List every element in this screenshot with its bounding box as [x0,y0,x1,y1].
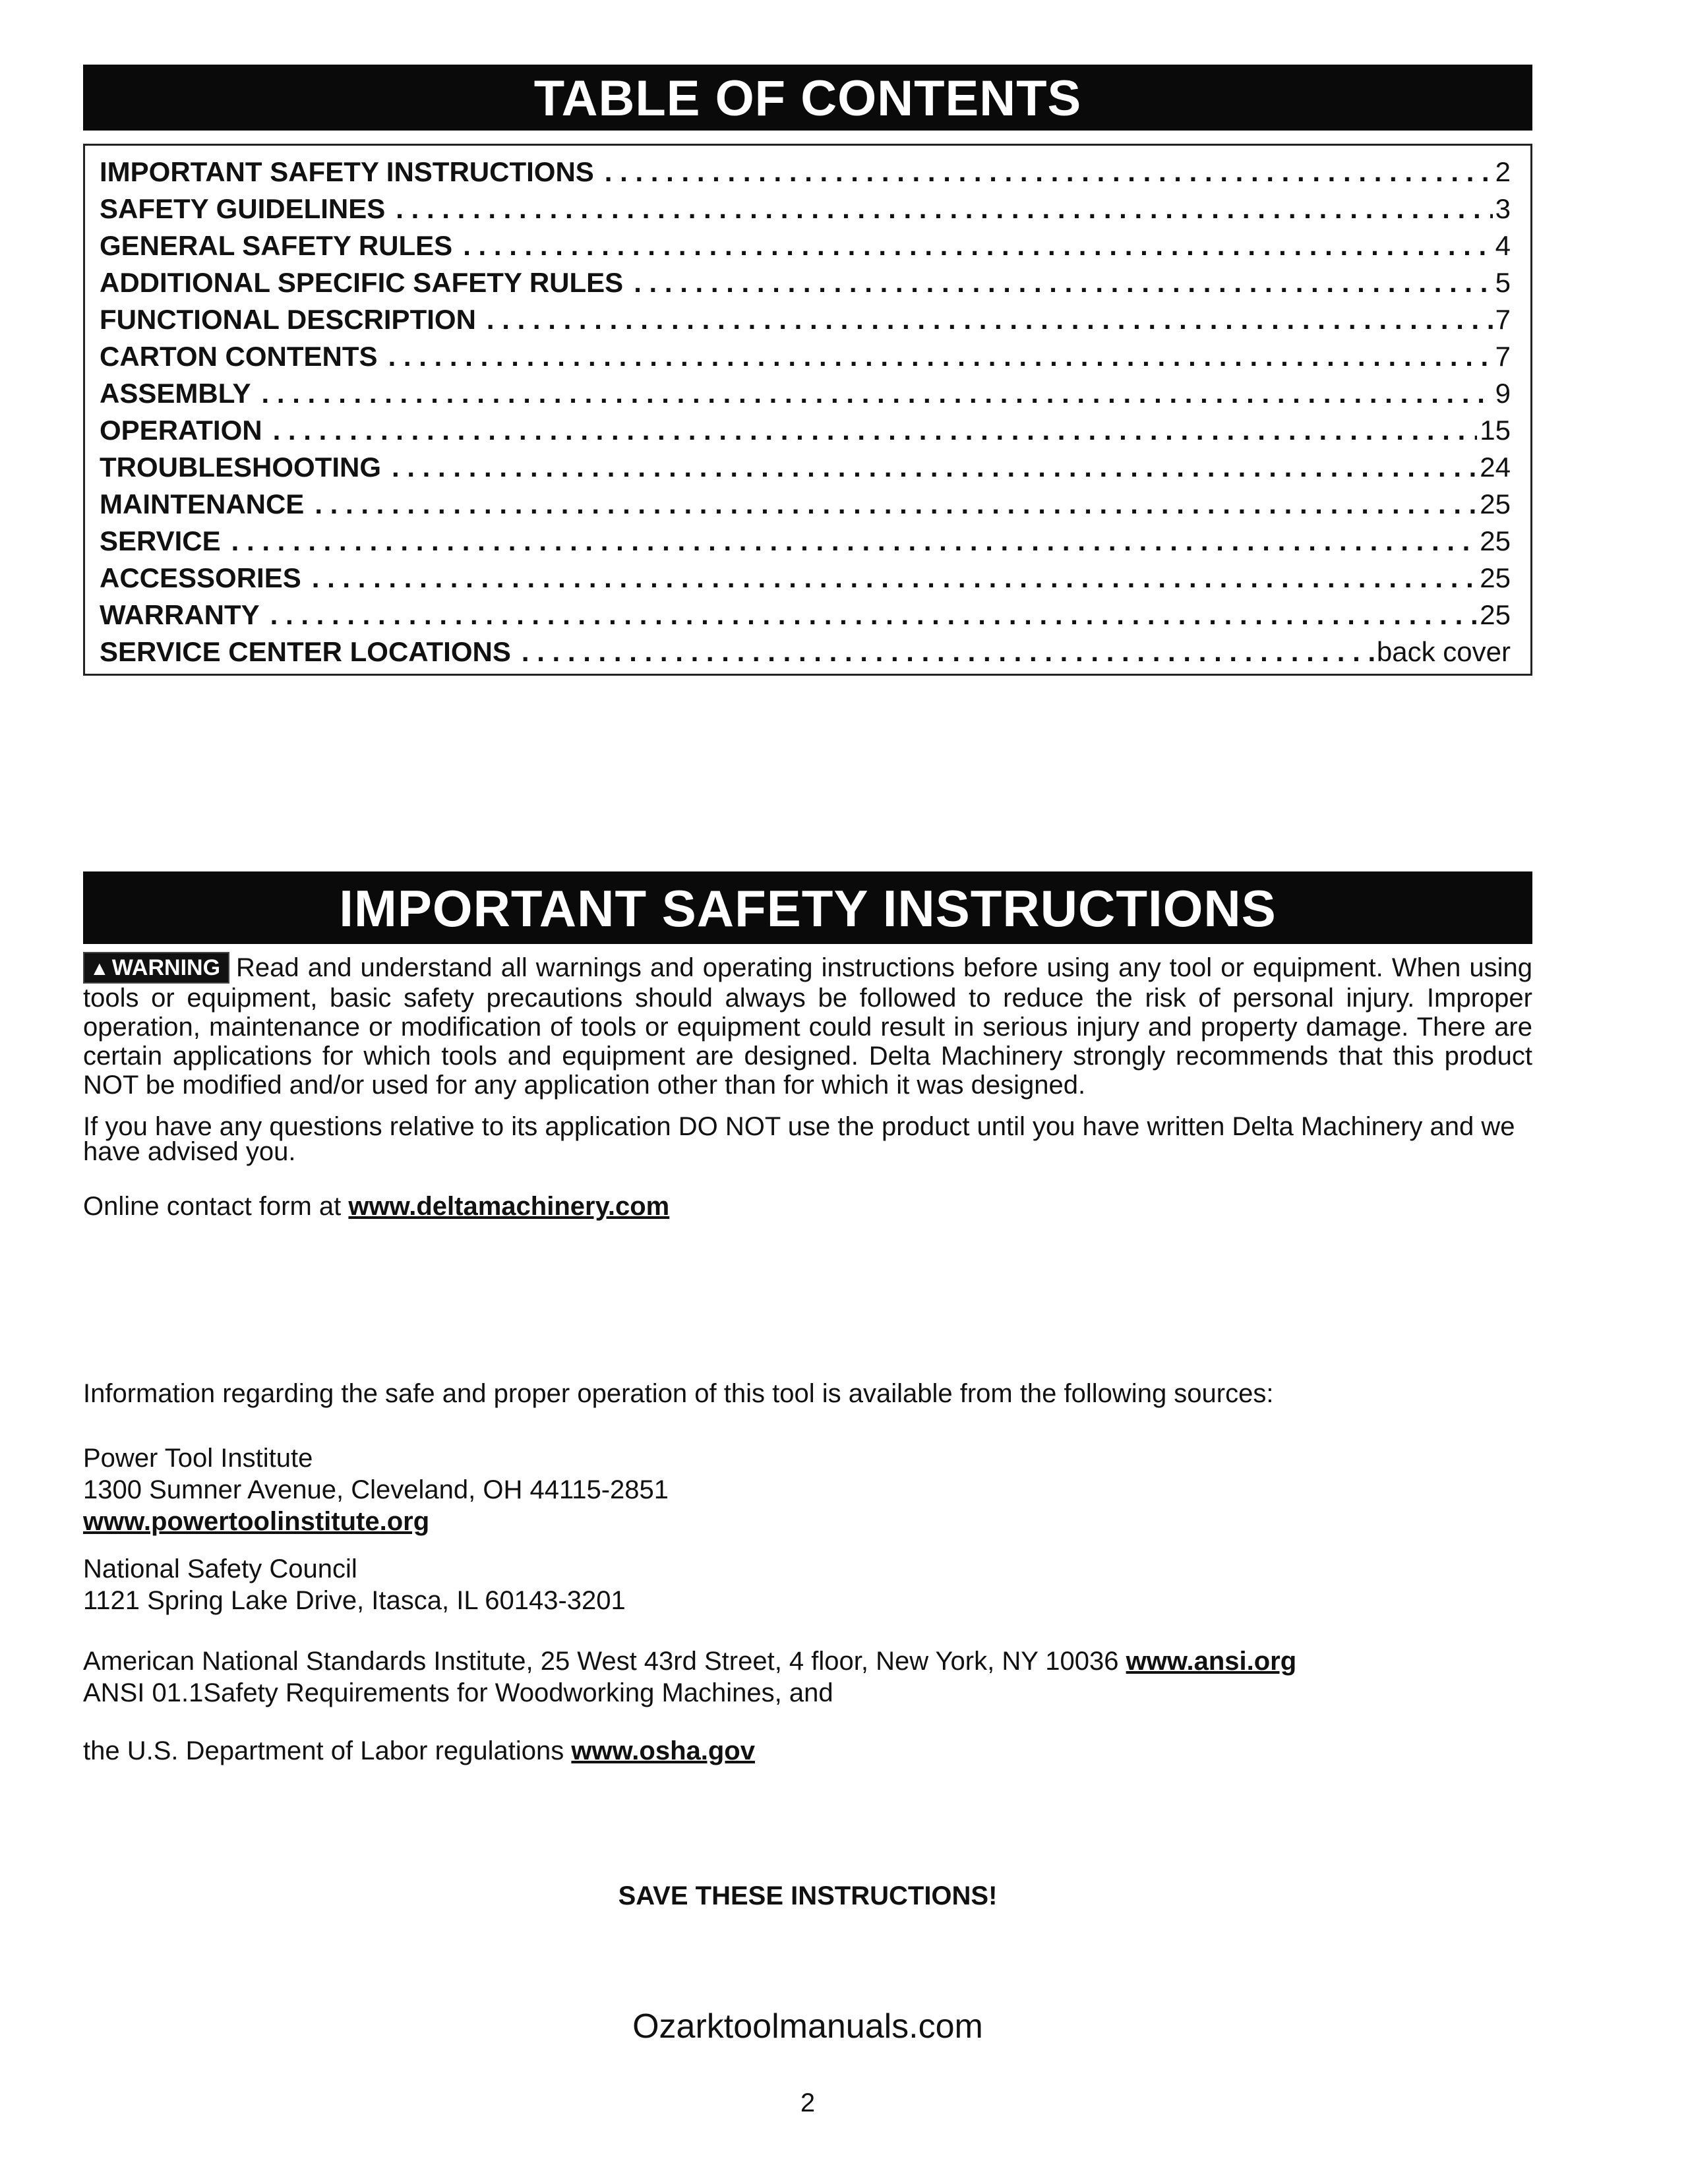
toc-entry-page: 3 [1495,193,1511,224]
toc-entry[interactable] [100,412,1511,449]
toc-entry[interactable] [100,301,1511,338]
toc-entry-page: back cover [1376,636,1511,667]
toc-entry-title: TROUBLESHOOTING [100,452,381,483]
warning-paragraph [83,952,1532,1100]
toc-leader-dots [273,412,1478,449]
toc-leader-dots [231,523,1478,560]
toc-entry-title: GENERAL SAFETY RULES [100,230,453,261]
toc-entry-page: 7 [1495,341,1511,372]
toc-entry[interactable] [100,375,1511,412]
nsc-address: 1121 Spring Lake Drive, Itasca, IL 60143-3201 [83,1586,626,1615]
toc-heading: TABLE OF CONTENTS [83,65,1532,131]
toc-leader-dots [270,597,1478,634]
toc-leader-dots [396,191,1492,227]
toc-entry-page: 25 [1480,525,1511,556]
pti-block [83,1442,1532,1537]
osha-prefix: the U.S. Department of Labor regulations [83,1736,572,1765]
toc-entry-title: MAINTENANCE [100,488,305,519]
toc-leader-dots [605,154,1493,191]
ansi-text: American National Standards Institute, 25 West 43rd Street, 4 floor, New York, NY 10036 [83,1647,1126,1676]
toc-entry-title: SERVICE CENTER LOCATIONS [100,636,511,667]
toc-entry-title: ADDITIONAL SPECIFIC SAFETY RULES [100,267,624,298]
toc-entry[interactable] [100,597,1511,634]
toc-entry[interactable] [100,634,1511,670]
toc-leader-dots [392,449,1477,486]
toc-box [83,144,1532,676]
page-number: 2 [800,2088,816,2117]
toc-entry-title: WARRANTY [100,599,260,630]
toc-leader-dots [312,560,1478,597]
toc-entry-page: 4 [1495,230,1511,261]
toc-entry-title: ACCESSORIES [100,562,301,593]
osha-link[interactable]: www.osha.gov [571,1736,755,1765]
toc-entry[interactable] [100,264,1511,301]
toc-leader-dots [463,227,1492,264]
toc-entry[interactable] [100,338,1511,375]
nsc-block [83,1553,1532,1616]
nsc-name: National Safety Council [83,1554,357,1583]
toc-entry[interactable] [100,523,1511,560]
pti-link[interactable]: www.powertoolinstitute.org [83,1507,430,1536]
toc-entry-page: 25 [1480,599,1511,630]
toc-entry[interactable] [100,191,1511,227]
toc-leader-dots [262,375,1493,412]
contact-line [83,1192,1532,1221]
safety-heading: IMPORTANT SAFETY INSTRUCTIONS [83,871,1532,944]
pti-address: 1300 Sumner Avenue, Cleveland, OH 44115-2851 [83,1475,669,1504]
osha-line [83,1736,1532,1765]
save-instructions: SAVE THESE INSTRUCTIONS! [618,1881,998,1910]
toc-entry-title: CARTON CONTENTS [100,341,378,372]
toc-entry-title: SERVICE [100,525,221,556]
toc-entry-page: 25 [1480,488,1511,519]
warning-triangle-icon: ▲ [90,958,109,980]
toc-leader-dots [388,338,1493,375]
toc-entry[interactable] [100,560,1511,597]
toc-entry[interactable] [100,227,1511,264]
toc-leader-dots [315,486,1477,523]
toc-entry-page: 5 [1495,267,1511,298]
deltamachinery-link[interactable]: www.deltamachinery.com [348,1192,670,1221]
toc-leader-dots [487,301,1493,338]
toc-entry-title: OPERATION [100,415,262,446]
ansi-block [83,1645,1532,1709]
contact-prefix: Online contact form at [83,1192,349,1221]
toc-entry-page: 24 [1480,452,1511,483]
info-paragraph: Information regarding the safe and proper operation of this tool is available from the following sources: [83,1379,1274,1408]
toc-entry-title: SAFETY GUIDELINES [100,193,386,224]
toc-entry-title: ASSEMBLY [100,378,251,409]
toc-entry-page: 25 [1480,562,1511,593]
toc-entry-title: IMPORTANT SAFETY INSTRUCTIONS [100,156,594,187]
toc-leader-dots [634,264,1492,301]
toc-entry-page: 9 [1495,378,1511,409]
footer-site: Ozarktoolmanuals.com [632,2007,983,2046]
toc-entry[interactable] [100,486,1511,523]
warning-badge-label: WARNING [111,955,221,980]
ansi-line2: ANSI 01.1Safety Requirements for Woodworking Machines, and [83,1678,833,1707]
warning-text: Read and understand all warnings and operating instructions before using any tool or equipment. When using tools or equipment, basic safety precautions should always be followed to reduce the risk of personal injury. Improper operation, maintenance or modification of tools or equipment could result in serious injury and property damage. There are certain applications for which tools and equipment are designed. Delta Machinery strongly recommends that this product NOT be modified and/or used for any application other than for which it was designed. [83,953,1532,1100]
warning-badge [83,952,229,984]
toc-entry-title: FUNCTIONAL DESCRIPTION [100,304,476,335]
toc-entry[interactable] [100,449,1511,486]
toc-entry-page: 15 [1480,415,1511,446]
toc-entry-page: 2 [1495,156,1511,187]
pti-name: Power Tool Institute [83,1444,313,1473]
ansi-link[interactable]: www.ansi.org [1126,1647,1297,1676]
toc-leader-dots [522,634,1374,670]
toc-entry-page: 7 [1495,304,1511,335]
questions-paragraph: If you have any questions relative to its application DO NOT use the product until you have written Delta Machinery and we have advised you. [83,1112,1515,1166]
toc-entry[interactable] [100,154,1511,191]
